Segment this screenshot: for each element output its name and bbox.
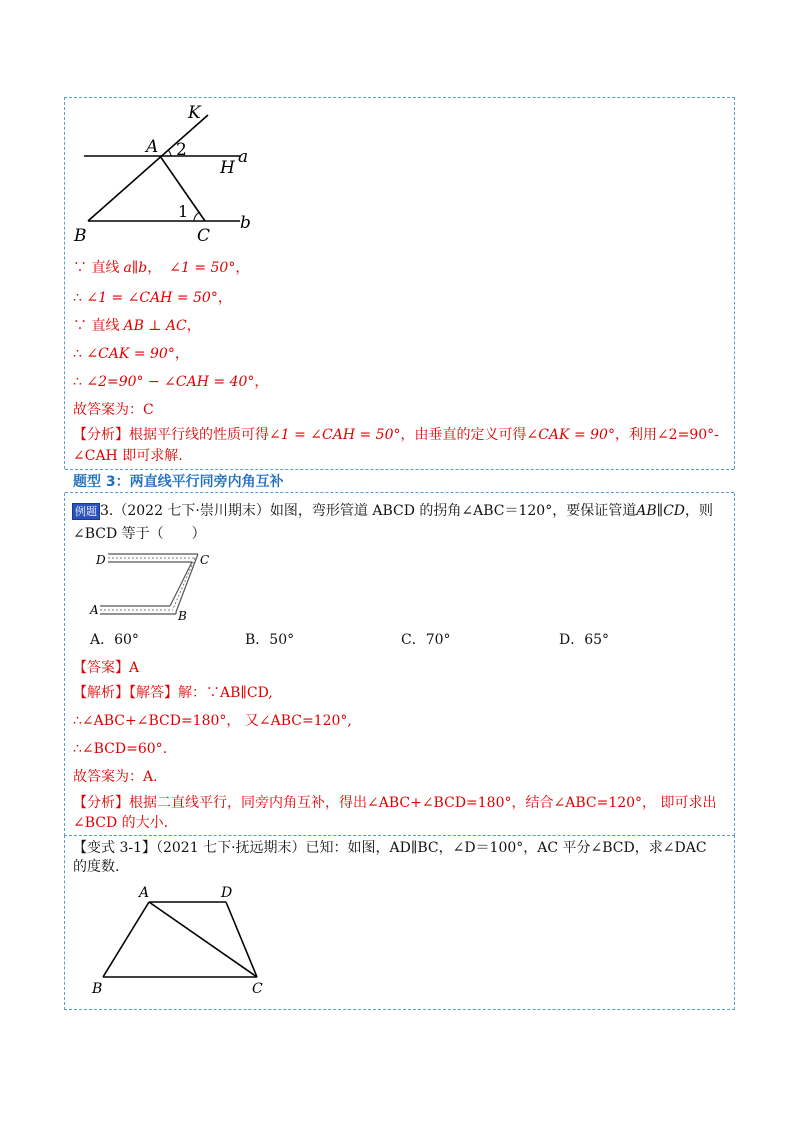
label-D: D <box>221 885 233 901</box>
label-C: C <box>252 981 263 997</box>
example-tag: 例题 <box>72 503 100 520</box>
variant-question-line-1: 【变式 3-1】（2021 七下·抚远期末）已知：如图，AD∥BC，∠D＝100°，AC 平分∠BCD，求∠DAC <box>73 840 707 856</box>
option-d[interactable]: D．65° <box>559 632 610 648</box>
label-B: B <box>92 981 103 997</box>
label-C: C <box>200 553 210 567</box>
label-H: H <box>220 158 235 178</box>
sol-analysis-line-1: 【分析】根据平行线的性质可得∠1 = ∠CAH = 50°，由垂直的定义可得∠CAK = 90°，利用∠2=90°- <box>73 427 719 443</box>
sol-line-4: ∴ ∠CAK = 90°， <box>73 346 189 362</box>
sol-analysis-line-2: ∠CAH 即可求解. <box>73 448 183 464</box>
option-b[interactable]: B．50° <box>245 632 295 648</box>
label-1: 1 <box>178 202 189 221</box>
sol-line-2: ∴ ∠1 = ∠CAH = 50°， <box>73 290 232 306</box>
example-explain-2: ∴∠ABC+∠BCD=180°， 又∠ABC=120°, <box>73 713 352 729</box>
parallel-lines-figure <box>70 100 270 245</box>
variant-question-line-2: 的度数. <box>73 859 120 875</box>
label-B: B <box>74 226 87 245</box>
example-question-line-2: ∠BCD 等于（ ） <box>73 526 206 542</box>
label-D: D <box>96 553 106 567</box>
sol-answer: 故答案为：C <box>73 402 154 418</box>
label-2: 2 <box>176 140 187 160</box>
example-question-line-1: 例题 3.（2022 七下·崇川期末）如图，弯形管道 ABCD 的拐角∠ABC＝120°，要保证管道AB∥CD，则 <box>72 501 713 521</box>
option-c[interactable]: C．70° <box>401 632 451 648</box>
section-heading: 题型 3：两直线平行同旁内角互补 <box>65 469 734 493</box>
trapezoid-figure <box>85 880 285 998</box>
example-explain-1: 【解析】【解答】解：∵AB∥CD, <box>73 685 273 701</box>
label-A: A <box>139 885 150 901</box>
example-frame <box>64 493 735 836</box>
label-K: K <box>188 103 201 123</box>
option-a[interactable]: A．60° <box>90 632 139 648</box>
label-B: B <box>178 609 187 623</box>
example-explain-3: ∴∠BCD=60°. <box>73 741 168 757</box>
example-analysis-2: ∠BCD 的大小. <box>73 815 169 831</box>
label-A: A <box>146 137 159 157</box>
example-analysis-1: 【分析】根据二直线平行，同旁内角互补，得出∠ABC+∠BCD=180°，结合∠ABC=120°， 即可求出 <box>73 795 717 811</box>
label-a: a <box>238 147 249 167</box>
sol-line-5: ∴ ∠2=90° − ∠CAH = 40°， <box>73 374 269 390</box>
sol-line-1: ∵ 直线 a∥b， ∠1 = 50°， <box>73 260 250 276</box>
example-final: 故答案为：A. <box>73 769 158 785</box>
label-b: b <box>240 213 251 233</box>
sol-line-3: ∵ 直线 AB ⊥ AC， <box>73 318 201 334</box>
example-answer: 【答案】A <box>73 660 140 676</box>
pipe-figure <box>88 550 228 625</box>
label-A: A <box>90 603 99 617</box>
label-C: C <box>197 226 211 245</box>
